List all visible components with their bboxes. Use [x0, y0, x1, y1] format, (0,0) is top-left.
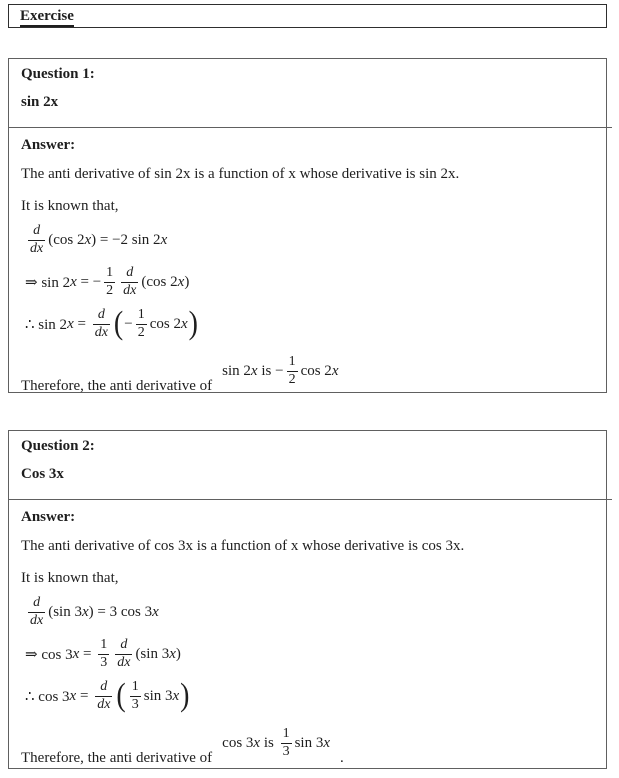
- exercise-header-box: [8, 4, 607, 28]
- math-token: x: [253, 734, 261, 751]
- answer-1-intro: The anti derivative of sin 2x is a function of x whose derivative is sin 2x.: [21, 166, 460, 182]
- q1-equation-1: [25, 223, 594, 257]
- answer-2-label: Answer:: [21, 509, 76, 525]
- math-token: ) = −2 sin 2: [91, 231, 161, 248]
- math-token: =: [79, 645, 96, 662]
- math-token: ): [184, 273, 190, 290]
- question-1-label: Question 1:: [21, 66, 95, 82]
- math-token: ⇒ cos 3: [25, 646, 73, 663]
- math-token: (cos 2: [48, 231, 85, 248]
- math-token: 1: [131, 678, 139, 694]
- math-token: (sin 3: [135, 645, 170, 662]
- math-token: x: [152, 603, 159, 620]
- q1-equation-3: [25, 307, 594, 341]
- math-token: cos 2: [149, 315, 181, 332]
- answer-2-known: It is known that,: [21, 570, 119, 586]
- math-token: [136, 308, 147, 340]
- math-token: x: [169, 645, 176, 662]
- math-token: d: [33, 594, 41, 610]
- math-token: [121, 266, 138, 298]
- math-token: 1: [100, 636, 108, 652]
- question-2-prompt: Cos 3x: [21, 466, 64, 482]
- math-token: x: [84, 231, 92, 248]
- math-token: =: [73, 315, 90, 332]
- math-token: =: [76, 687, 93, 704]
- math-token: d: [126, 264, 134, 280]
- q1-therefore-math: [222, 355, 338, 387]
- answer-1-known: It is known that,: [21, 198, 119, 214]
- math-token: ∴ sin 2: [25, 316, 68, 333]
- math-token: [281, 727, 292, 759]
- math-token: x: [180, 315, 188, 332]
- math-token: x: [67, 315, 74, 332]
- math-token: (sin 3: [48, 603, 82, 620]
- math-token: dx: [30, 612, 44, 628]
- q2-equation-2: [25, 637, 594, 671]
- math-token: 3: [282, 743, 290, 759]
- math-token: [115, 638, 132, 670]
- math-token: 3: [131, 696, 139, 712]
- math-token: (: [116, 677, 126, 714]
- math-token: x: [323, 734, 331, 751]
- question-2-box: [8, 430, 607, 769]
- q2-therefore-math: [222, 727, 330, 759]
- math-token: (cos 2: [141, 273, 178, 290]
- math-token: x: [177, 273, 185, 290]
- exercise-title: Exercise: [20, 7, 74, 27]
- math-token: [104, 266, 115, 298]
- math-token: (: [113, 305, 124, 342]
- question-1-answer: [9, 128, 606, 395]
- math-token: d: [100, 678, 108, 694]
- math-token: sin 2: [222, 362, 251, 379]
- math-token: ): [188, 305, 198, 342]
- math-token: ∴ cos 3: [25, 688, 70, 705]
- math-token: x: [72, 645, 80, 662]
- math-token: x: [331, 362, 339, 379]
- math-token: ⇒ sin 2: [25, 274, 71, 291]
- q1-therefore-line: [21, 355, 594, 395]
- q2-equation-1: [25, 595, 594, 629]
- math-token: x: [69, 687, 77, 704]
- q1-therefore-text: Therefore, the anti derivative of: [21, 378, 213, 395]
- math-token: 1: [106, 264, 114, 280]
- question-2-label: Question 2:: [21, 438, 95, 454]
- math-token: x: [81, 603, 89, 620]
- math-token: x: [172, 687, 180, 704]
- math-token: x: [70, 273, 77, 290]
- math-token: dx: [97, 696, 111, 712]
- math-token: 2: [288, 371, 296, 387]
- math-token: ) = 3 cos 3: [88, 603, 153, 620]
- math-token: = −: [76, 273, 102, 290]
- q2-therefore-line: [21, 727, 594, 767]
- math-token: 3: [100, 654, 108, 670]
- answer-1-label: Answer:: [21, 137, 76, 153]
- math-token: d: [97, 306, 105, 322]
- math-token: ): [180, 677, 190, 714]
- math-token: [93, 308, 110, 340]
- q2-equation-3: [25, 679, 594, 713]
- math-token: d: [120, 636, 128, 652]
- math-token: dx: [94, 324, 108, 340]
- math-token: x: [250, 362, 258, 379]
- math-token: 1: [288, 354, 296, 369]
- math-token: 2: [137, 324, 145, 340]
- math-token: [287, 355, 298, 387]
- question-1-box: [8, 58, 607, 393]
- q2-therefore-text: Therefore, the anti derivative of: [21, 750, 213, 767]
- question-1-prompt: sin 2x: [21, 94, 59, 110]
- math-token: −: [124, 315, 133, 332]
- question-2-answer: [9, 500, 606, 767]
- math-token: d: [33, 222, 41, 238]
- math-token: ): [175, 645, 181, 662]
- math-token: [98, 638, 109, 670]
- math-token: dx: [117, 654, 131, 670]
- math-token: sin 3: [294, 734, 324, 751]
- q1-equation-2: [25, 265, 594, 299]
- math-token: [28, 224, 45, 256]
- answer-2-intro: The anti derivative of cos 3x is a function of x whose derivative is cos 3x.: [21, 538, 465, 554]
- math-token: 1: [137, 306, 145, 322]
- math-token: x: [160, 231, 168, 248]
- question-1-header: [9, 59, 606, 127]
- math-token: cos 3: [222, 734, 254, 751]
- math-token: dx: [30, 240, 44, 256]
- math-token: sin 3: [143, 687, 173, 704]
- math-token: is −: [257, 362, 284, 379]
- math-token: dx: [123, 282, 137, 298]
- math-token: 2: [106, 282, 114, 298]
- math-token: is: [260, 734, 278, 751]
- math-token: [130, 680, 141, 712]
- math-token: [28, 596, 45, 628]
- math-token: 1: [282, 726, 290, 741]
- question-2-header: [9, 431, 606, 499]
- math-token: cos 2: [300, 362, 332, 379]
- q2-therefore-suffix: .: [340, 750, 344, 767]
- math-token: [95, 680, 112, 712]
